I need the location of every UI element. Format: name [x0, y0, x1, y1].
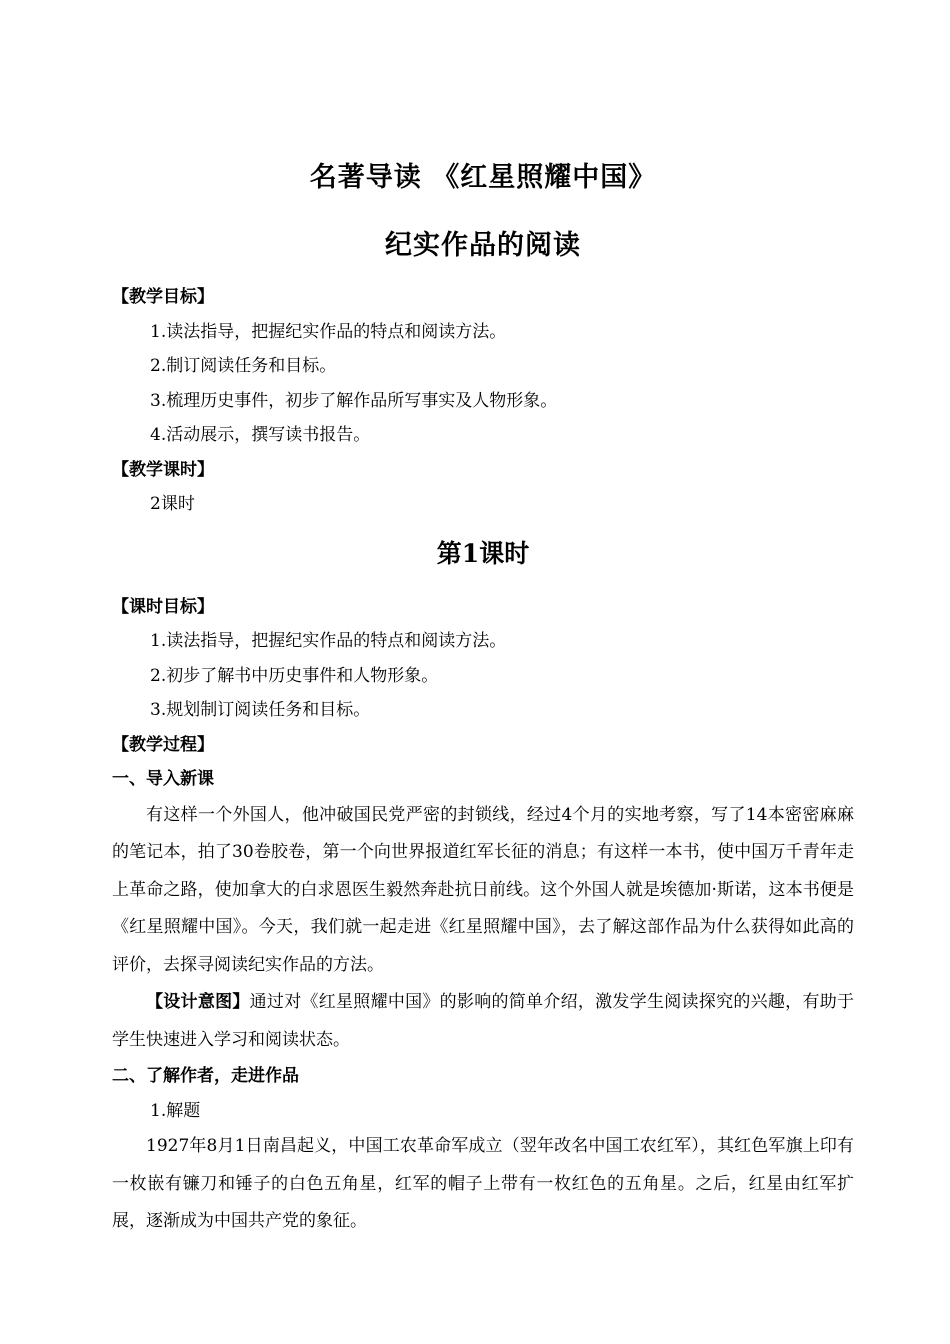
teaching-goal-item: 3.梳理历史事件，初步了解作品所写事实及人物形象。: [150, 390, 558, 411]
teaching-goal-item: 1.读法指导，把握纪实作品的特点和阅读方法。: [150, 321, 507, 342]
lesson-goal-item: 1.读法指导，把握纪实作品的特点和阅读方法。: [150, 631, 507, 651]
section-heading-author: 二、了解作者，走进作品: [112, 1066, 299, 1086]
lesson-goal-item: 3.规划制订阅读任务和目标。: [150, 700, 371, 720]
document-title: 名著导读 《红星照耀中国》: [309, 162, 657, 193]
lesson-goals-label: 【课时目标】: [112, 596, 214, 617]
design-intent-text: 通过对《红星照耀中国》的影响的简单介绍，激发学生阅读探究的兴趣，有助于学生快速进入学习和阅读状态。: [112, 992, 855, 1050]
teaching-goals-label: 【教学目标】: [112, 287, 214, 307]
teaching-process-label: 【教学过程】: [112, 734, 214, 755]
teaching-goal-item: 4.活动展示，撰写读书报告。: [150, 425, 371, 445]
teaching-goal-item: 2.制订阅读任务和目标。: [150, 356, 337, 376]
lesson-goal-item: 2.初步了解书中历史事件和人物形象。: [150, 665, 439, 686]
title-explanation-paragraph: 1927年8月1日南昌起义，中国工农革命军成立（翌年改名中国工农红军），其红色军旗上印有一枚嵌有镰刀和锤子的白色五角星，红军的帽子上带有一枚红色的五角星。之后，红星由红军扩展，逐渐成为中国共产党的象征。: [112, 1136, 854, 1231]
subsection-title: 1.解题: [150, 1100, 201, 1121]
document-subtitle: 纪实作品的阅读: [385, 230, 581, 261]
teaching-hours-label: 【教学课时】: [112, 459, 214, 480]
section-heading-intro: 一、导入新课: [112, 769, 214, 789]
teaching-hours-value: 2课时: [150, 494, 195, 514]
lesson-title: 第1课时: [436, 538, 530, 568]
intro-paragraph: 有这样一个外国人，他冲破国民党严密的封锁线，经过4个月的实地考察，写了14本密密麻麻的笔记本，拍了30卷胶卷，第一个向世界报道红军长征的消息；有这样一本书，使中国万千青年走上革命之路，使加拿大的白求恩医生毅然奔赴抗日前线。这个外国人就是埃德加·斯诺，这本书便是《红星照耀中国》。今天，我们就一起走进《红星照耀中国》，去了解这部作品为什么获得如此高的评价，去探寻阅读纪实作品的方法。: [112, 804, 854, 975]
document-page: [112, 158, 854, 1241]
design-intent-paragraph: [112, 984, 854, 1059]
design-intent-label: 【设计意图】: [146, 992, 250, 1012]
